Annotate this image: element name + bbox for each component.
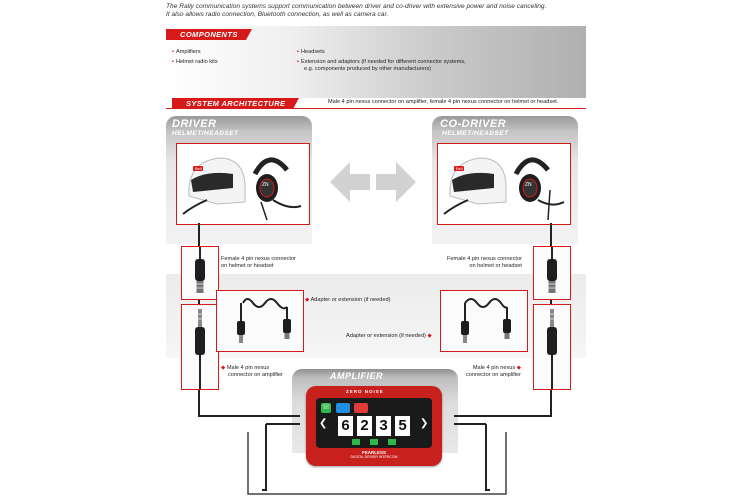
component-amplifiers-label: Amplifiers — [175, 49, 201, 55]
component-adaptors-line-1: Extension and adaptors (if needed for different connector systems, — [300, 59, 466, 65]
amplifier-brand: ZERO NOISE — [346, 389, 384, 394]
minus-button-icon — [370, 439, 378, 445]
left-male-label-line-1: Male 4 pin nexus — [226, 365, 270, 371]
driver-headset-brand: ZN — [262, 182, 269, 188]
right-female-connector-frame — [533, 246, 571, 300]
left-female-connector-frame — [181, 246, 219, 300]
chevron-right-icon: ❯ — [420, 418, 429, 429]
left-adapter-label-text: Adapter or extension (if needed) — [310, 297, 391, 303]
component-adaptors: ▪ Extension and adaptors (if needed for different connector systems, e.g. components produced by other manufacturers) — [297, 59, 537, 73]
right-male-label-line-1: Male 4 pin nexus — [472, 365, 516, 371]
record-icon — [354, 403, 368, 413]
menu-button-icon — [388, 439, 396, 445]
driver-helmet-brand: Bell — [195, 166, 202, 171]
amplifier-screen — [316, 398, 432, 448]
amplifier-model-line-2: DIGITAL DRIVER INTERCOM — [350, 455, 398, 459]
right-male-connector-frame — [533, 304, 571, 390]
right-adapter-label-text: Adapter or extension (if needed) — [346, 333, 426, 339]
component-headsets: ▪ Headsets — [297, 49, 325, 55]
display-digit: 5 — [395, 416, 410, 436]
right-female-label-line-2: on helmet or headset — [469, 263, 522, 269]
right-adapter-cable — [441, 291, 527, 351]
amplifier-model-line-1: FEARLESS — [361, 450, 386, 455]
plus-button-icon — [352, 439, 360, 445]
display-digit: 6 — [338, 416, 353, 436]
left-male-connector — [182, 305, 218, 389]
right-male-connector — [534, 305, 570, 389]
right-adapter-frame — [440, 290, 528, 352]
intro-line-1: The Rally communication systems support communication between driver and co-driver with extensive power and noise canceling. — [166, 3, 547, 10]
right-female-label-line-1: Female 4 pin nexus connector — [447, 256, 522, 262]
left-female-label — [221, 256, 296, 270]
right-male-label — [466, 365, 521, 379]
amplifier-device — [306, 386, 442, 466]
chevron-left-icon: ❮ — [319, 418, 328, 429]
amplifier-model — [306, 450, 442, 459]
component-helmet-kits-label: Helmet radio kits — [175, 59, 218, 65]
architecture-heading: SYSTEM ARCHITECTURE — [172, 98, 293, 109]
left-female-label-line-2: on helmet or headset — [221, 263, 274, 269]
bluetooth-icon — [336, 403, 350, 413]
right-female-connector — [534, 247, 570, 299]
driver-title: DRIVER — [172, 118, 217, 130]
left-male-label — [221, 365, 283, 379]
channel-display — [336, 416, 412, 436]
codriver-headset-brand: ZN — [525, 182, 532, 188]
left-male-label-line-2: connector on amplifier — [228, 372, 284, 378]
codriver-helmet-brand: Bell — [456, 166, 463, 171]
driver-subtitle: HELMET/HEADSET — [172, 130, 239, 137]
architecture-note: Male 4 pin nexus connector on amplifier, female 4 pin nexus connector on helmet or headset. — [328, 99, 559, 105]
intro-line-2: It also allows radio connection, Bluetooth connection, as well as camera car. — [166, 11, 389, 19]
phone-icon: ☏ — [321, 404, 331, 411]
bullet-icon: ◆ — [427, 333, 432, 339]
left-female-label-line-1: Female 4 pin nexus connector — [221, 256, 296, 262]
amplifier-title: AMPLIFIER — [330, 371, 383, 381]
component-helmet-kits: ▪ Helmet radio kits — [172, 59, 218, 65]
left-female-connector — [182, 247, 218, 299]
component-amplifiers: ▪ Amplifiers — [172, 49, 201, 55]
display-digit: 2 — [357, 416, 372, 436]
bullet-icon: ◆ — [221, 365, 226, 371]
codriver-title: CO-DRIVER — [440, 118, 507, 130]
bullet-icon: ◆ — [305, 297, 310, 303]
right-adapter-label — [346, 333, 432, 340]
left-adapter-cable — [217, 291, 303, 351]
left-adapter-label — [305, 297, 390, 304]
left-male-connector-frame — [181, 304, 219, 390]
codriver-subtitle: HELMET/HEADSET — [442, 130, 509, 137]
components-heading: COMPONENTS — [166, 29, 246, 40]
component-headsets-label: Headsets — [300, 49, 325, 55]
left-adapter-frame — [216, 290, 304, 352]
display-digit: 3 — [376, 416, 391, 436]
right-female-label — [447, 256, 522, 270]
bullet-icon: ◆ — [516, 365, 522, 371]
component-adaptors-line-2: e.g. components produced by other manufacturers) — [304, 66, 432, 72]
right-male-label-line-2: connector on amplifier — [466, 372, 522, 378]
